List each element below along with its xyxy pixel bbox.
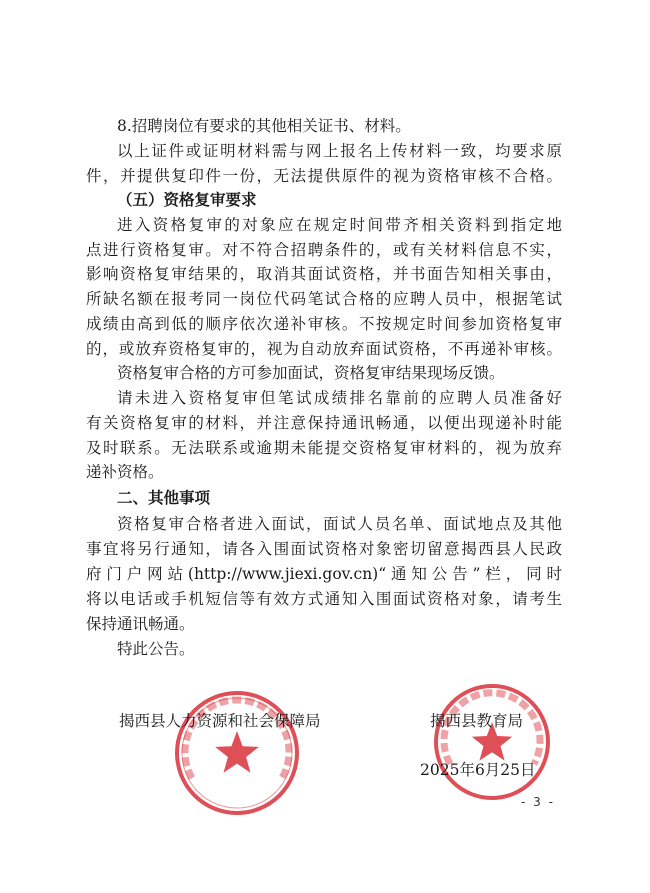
signature-date: 2025年6月25日 xyxy=(420,761,536,779)
section-5-para1-line-2: 点进行资格复审。对不符合招聘条件的，或有关材料信息不实， xyxy=(86,241,562,259)
section-5-para1-line-6: 的，或放弃资格复审的，视为自动放弃面试资格，不再递补审核。 xyxy=(86,340,562,358)
section-2-para-line-5: 保持通讯畅通。 xyxy=(86,615,195,633)
page-number: - 3 - xyxy=(521,795,555,809)
section-2-heading: 二、其他事项 xyxy=(117,489,211,507)
section-5-para2: 资格复审合格的方可参加面试，资格复审结果现场反馈。 xyxy=(117,364,505,382)
signature-hr-bureau: 揭西县人力资源和社会保障局 xyxy=(119,712,321,730)
section-2-para-line-1: 资格复审合格者进入面试，面试人员名单、面试地点及其他 xyxy=(117,515,562,533)
section-5-para3-line-4: 递补资格。 xyxy=(86,463,164,481)
section-2-para-line-4: 将以电话或手机短信等有效方式通知入围面试资格对象，请考生 xyxy=(86,590,562,608)
section-5-para3-line-2: 有关资格复审的材料，并注意保持通讯畅通，以便出现递补时能 xyxy=(86,414,562,432)
section-2-para-line-3: 府门户网站(http://www.jiexi.gov.cn)“通知公告”栏，同时 xyxy=(86,565,562,583)
closing-statement: 特此公告。 xyxy=(117,640,195,658)
hr-bureau-seal xyxy=(172,688,302,818)
section-5-para1-line-1: 进入资格复审的对象应在规定时间带齐相关资料到指定地 xyxy=(117,216,562,234)
section-2-para-line-2: 事宜将另行通知，请各入围面试资格对象密切留意揭西县人民政 xyxy=(86,540,562,558)
material-item-8: 8.招聘岗位有要求的其他相关证书、材料。 xyxy=(117,117,411,135)
section-5-para1-line-5: 成绩由高到低的顺序依次递补审核。不按规定时间参加资格复审 xyxy=(86,315,562,333)
education-bureau-seal xyxy=(432,682,552,802)
signature-education-bureau: 揭西县教育局 xyxy=(430,712,524,730)
section-5-para1-line-4: 所缺名额在报考同一岗位代码笔试合格的应聘人员中，根据笔试 xyxy=(86,290,562,308)
material-note-line-2: 件，并提供复印件一份，无法提供原件的视为资格审核不合格。 xyxy=(86,167,562,185)
section-5-para1-line-3: 影响资格复审结果的，取消其面试资格，并书面告知相关事由， xyxy=(86,265,562,283)
material-note-line-1: 以上证件或证明材料需与网上报名上传材料一致，均要求原 xyxy=(117,142,562,160)
section-5-heading: （五）资格复审要求 xyxy=(117,191,257,209)
section-5-para3-line-1: 请未进入资格复审但笔试成绩排名靠前的应聘人员准备好 xyxy=(117,389,562,407)
section-5-para3-line-3: 及时联系。无法联系或逾期未能提交资格复审材料的，视为放弃 xyxy=(86,439,562,457)
